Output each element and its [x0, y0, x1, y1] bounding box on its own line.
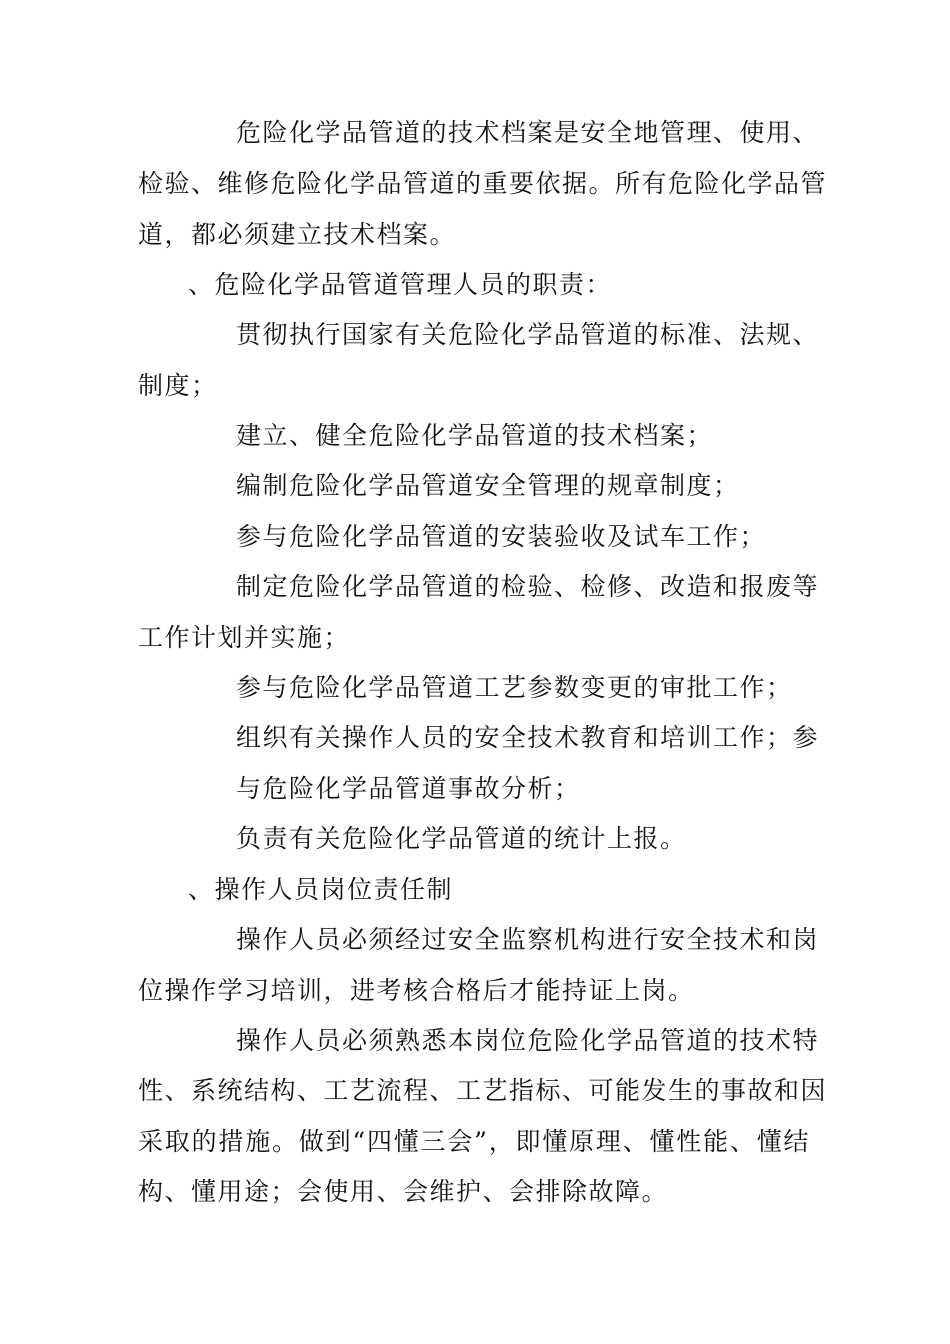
paragraph-line: 组织有关操作人员的安全技术教育和培训工作；参	[236, 723, 820, 752]
paragraph-line: 与危险化学品管道事故分析；	[236, 774, 581, 803]
list-item: 参与危险化学品管道的安装验收及试车工作；	[236, 522, 767, 551]
paragraph-line: 危险化学品管道的技术档案是安全地管理、使用、	[236, 118, 820, 147]
paragraph-line: 检验、维修危险化学品管道的重要依据。所有危险化学品管	[138, 169, 828, 198]
paragraph-line: 制定危险化学品管道的检验、检修、改造和报废等	[236, 572, 820, 601]
paragraph-line: 工作计划并实施；	[138, 623, 351, 652]
list-item: 建立、健全危险化学品管道的技术档案；	[236, 421, 714, 450]
paragraph-line: 操作人员必须经过安全监察机构进行安全技术和岗	[236, 925, 820, 954]
section-heading: 、危险化学品管道管理人员的职责：	[188, 270, 613, 299]
paragraph-line: 性、系统结构、工艺流程、工艺指标、可能发生的事故和因	[138, 1076, 828, 1105]
list-item: 参与危险化学品管道工艺参数变更的审批工作；	[236, 673, 793, 702]
paragraph-line: 制度；	[138, 371, 218, 400]
section-heading: 、操作人员岗位责任制	[188, 875, 454, 904]
list-item: 编制危险化学品管道安全管理的规章制度；	[236, 471, 740, 500]
list-item: 负责有关危险化学品管道的统计上报。	[236, 824, 687, 853]
paragraph-line: 贯彻执行国家有关危险化学品管道的标准、法规、	[236, 320, 820, 349]
paragraph-line: 采取的措施。做到“四懂三会”，即懂原理、懂性能、懂结	[138, 1127, 810, 1156]
paragraph-line: 位操作学习培训，进考核合格后才能持证上岗。	[138, 976, 695, 1005]
paragraph-line: 操作人员必须熟悉本岗位危险化学品管道的技术特	[236, 1026, 820, 1055]
paragraph-line: 道，都必须建立技术档案。	[138, 220, 457, 249]
paragraph-line: 构、懂用途；会使用、会维护、会排除故障。	[138, 1177, 669, 1206]
